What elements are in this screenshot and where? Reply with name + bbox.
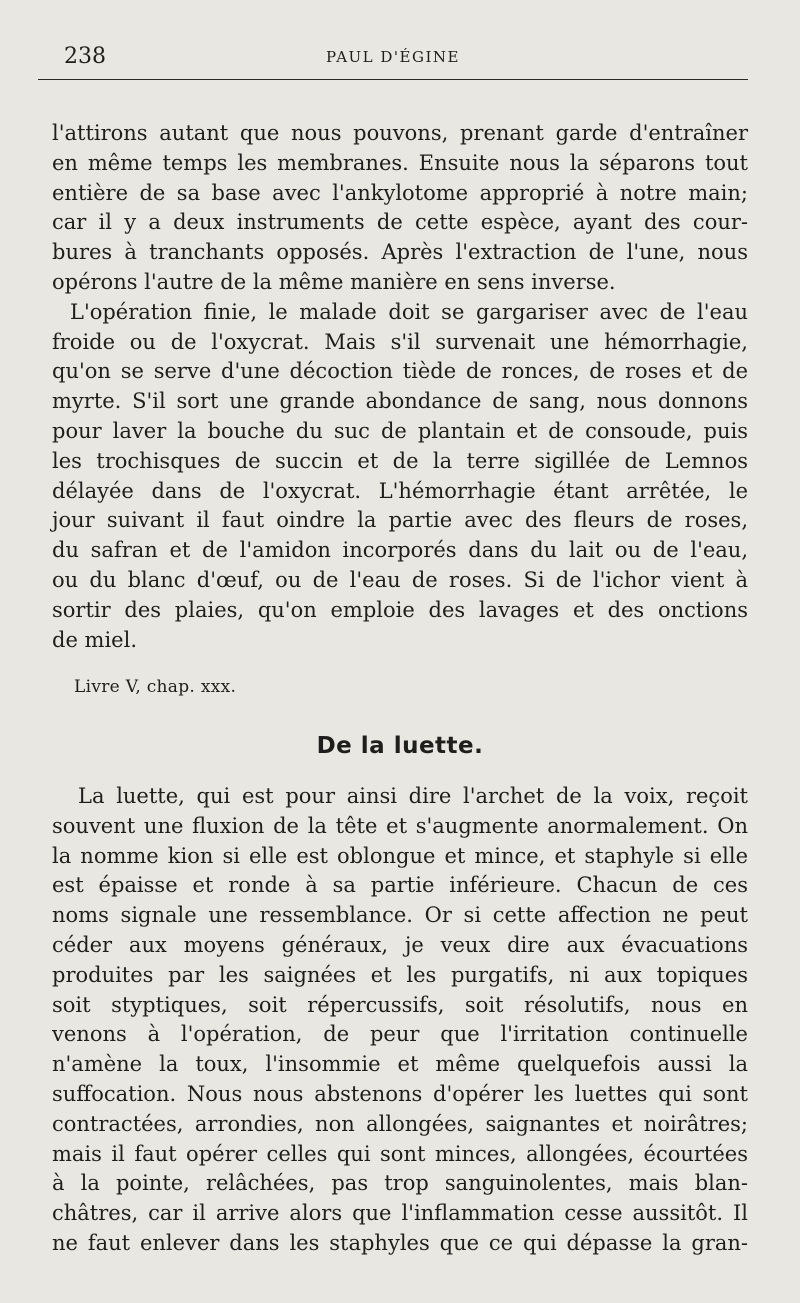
text-line: produites par les saignées et les purgatifs, ni aux topiques xyxy=(52,962,748,987)
text-line: en même temps les membranes. Ensuite nous la séparons tout xyxy=(52,150,748,175)
header-rule xyxy=(38,79,748,80)
text-line: châtres, car il arrive alors que l'inflammation cesse aussitôt. Il xyxy=(52,1201,748,1226)
text-line: entière de sa base avec l'ankylotome approprié à notre main; xyxy=(52,180,748,205)
text-line: les trochisques de succin et de la terre sigillée de Lemnos xyxy=(52,448,748,473)
text-line: souvent une fluxion de la tête et s'augmente anormalement. On xyxy=(52,813,748,838)
text-line: venons à l'opération, de peur que l'irritation continuelle xyxy=(52,1022,748,1047)
text-line: soit styptiques, soit répercussifs, soit résolutifs, nous en xyxy=(52,992,748,1017)
paragraph-block-luette xyxy=(52,782,748,1259)
text-line: bures à tranchants opposés. Après l'extraction de l'une, nous xyxy=(52,240,748,265)
text-line: car il y a deux instruments de cette espèce, ayant des cour- xyxy=(52,210,748,235)
text-line: délayée dans de l'oxycrat. L'hémorrhagie étant arrêtée, le xyxy=(52,478,748,503)
text-line: froide ou de l'oxycrat. Mais s'il survenait une hémorrhagie, xyxy=(52,329,748,354)
text-line: qu'on se serve d'une décoction tiède de ronces, de roses et de xyxy=(52,359,748,384)
text-line: céder aux moyens généraux, je veux dire aux évacuations xyxy=(52,932,748,957)
text-line: suffocation. Nous nous abstenons d'opérer les luettes qui sont xyxy=(52,1081,748,1106)
text-line: n'amène la toux, l'insommie et même quelquefois aussi la xyxy=(52,1052,748,1077)
text-line: ne faut enlever dans les staphyles que ce qui dépasse la gran- xyxy=(52,1230,748,1255)
chapter-reference: Livre V, chap. xxx. xyxy=(74,677,237,697)
text-line: sortir des plaies, qu'on emploie des lavages et des onctions xyxy=(52,597,748,622)
text-line: de miel. xyxy=(52,627,137,652)
text-line: pour laver la bouche du suc de plantain et de consoude, puis xyxy=(52,418,748,443)
text-line: myrte. S'il sort une grande abondance de sang, nous donnons xyxy=(52,389,748,414)
text-line: du safran et de l'amidon incorporés dans du lait ou de l'eau, xyxy=(52,538,748,563)
text-line: la nomme kion si elle est oblongue et mince, et staphyle si elle xyxy=(52,843,748,868)
text-line: mais il faut opérer celles qui sont minces, allongées, écourtées xyxy=(52,1141,748,1166)
text-line: noms signale une ressemblance. Or si cette affection ne peut xyxy=(52,903,748,928)
text-line: jour suivant il faut oindre la partie avec des fleurs de roses, xyxy=(52,508,748,533)
text-line: ou du blanc d'œuf, ou de l'eau de roses. Si de l'ichor vient à xyxy=(52,567,748,592)
text-line: à la pointe, relâchées, pas trop sanguinolentes, mais blan- xyxy=(52,1171,748,1196)
paragraph-block-ankylotome xyxy=(52,119,748,655)
text-line: est épaisse et ronde à sa partie inférieure. Chacun de ces xyxy=(52,873,748,898)
running-title: PAUL D'ÉGINE xyxy=(325,48,460,66)
section-title: De la luette. xyxy=(316,733,484,759)
text-line: La luette, qui est pour ainsi dire l'archet de la voix, reçoit xyxy=(78,784,748,808)
text-line: contractées, arrondies, non allongées, saignantes et noirâtres; xyxy=(52,1111,748,1136)
text-line: opérons l'autre de la même manière en sens inverse. xyxy=(52,269,616,294)
page-header xyxy=(38,40,748,76)
text-line: l'attirons autant que nous pouvons, prenant garde d'entraîner xyxy=(52,121,748,145)
page-number: 238 xyxy=(64,44,106,69)
text-line: L'opération finie, le malade doit se gargariser avec de l'eau xyxy=(70,299,748,324)
